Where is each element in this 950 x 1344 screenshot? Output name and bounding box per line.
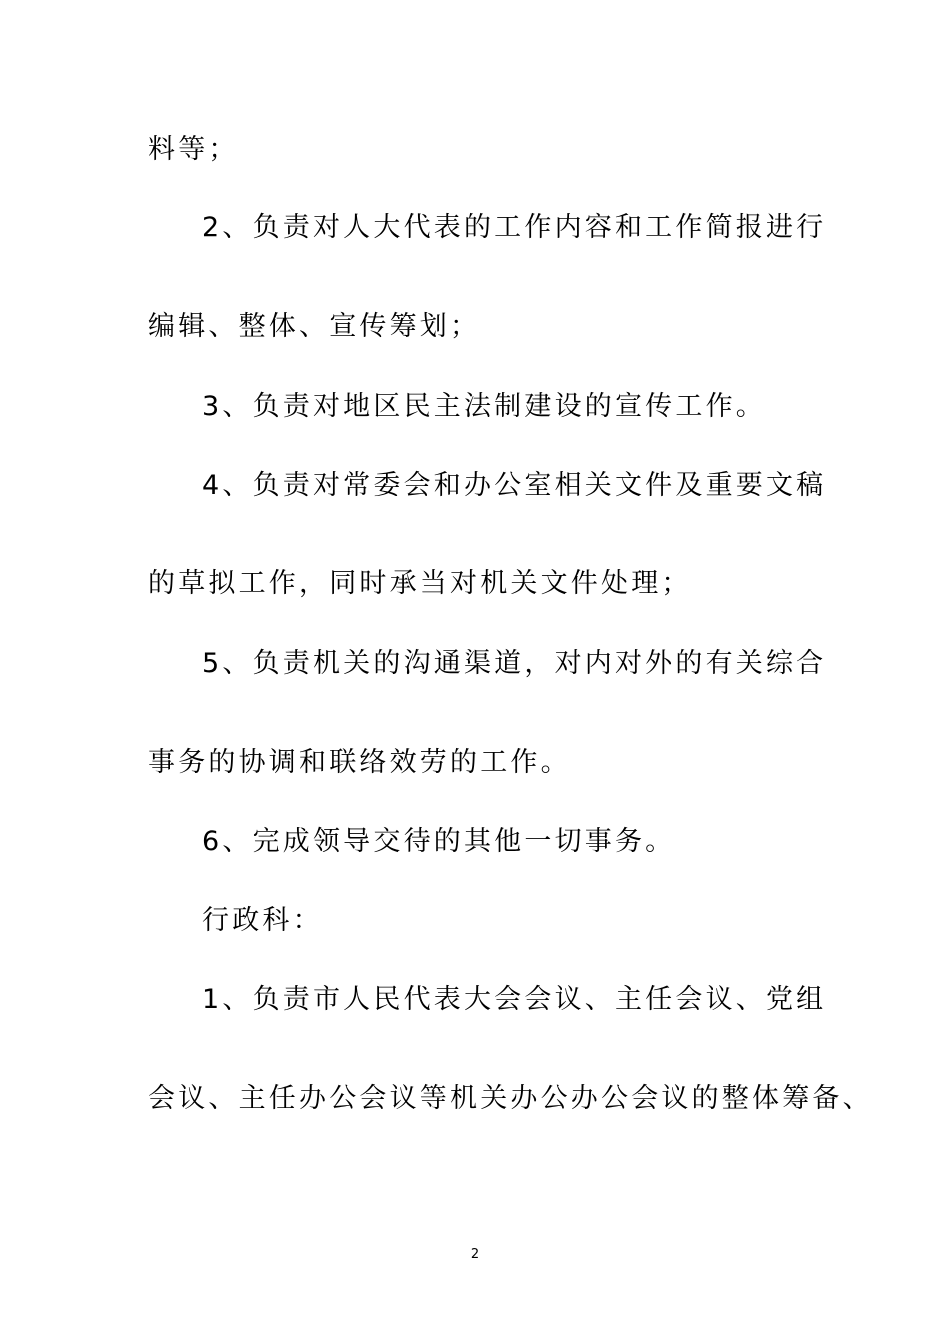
text-line: 事务的协调和联络效劳的工作。 (148, 747, 571, 778)
text-line: 的草拟工作，同时承当对机关文件处理； (148, 568, 692, 599)
text-line: 料等； (148, 134, 239, 165)
text-line: 编辑、整体、宣传筹划； (148, 311, 481, 342)
text-line: 6、完成领导交待的其他一切事务。 (202, 826, 676, 857)
text-line: 3、负责对地区民主法制建设的宣传工作。 (202, 391, 766, 422)
text-line: 行政科： (202, 905, 323, 936)
text-line: 4、负责对常委会和办公室相关文件及重要文稿 (202, 470, 827, 501)
page-number: 2 (470, 1247, 480, 1262)
text-line: 会议、主任办公会议等机关办公办公会议的整体筹备、 (148, 1083, 873, 1114)
text-line: 5、负责机关的沟通渠道，对内对外的有关综合 (202, 648, 827, 679)
text-line: 2、负责对人大代表的工作内容和工作简报进行 (202, 212, 827, 243)
text-line: 1、负责市人民代表大会会议、主任会议、党组 (202, 984, 827, 1015)
